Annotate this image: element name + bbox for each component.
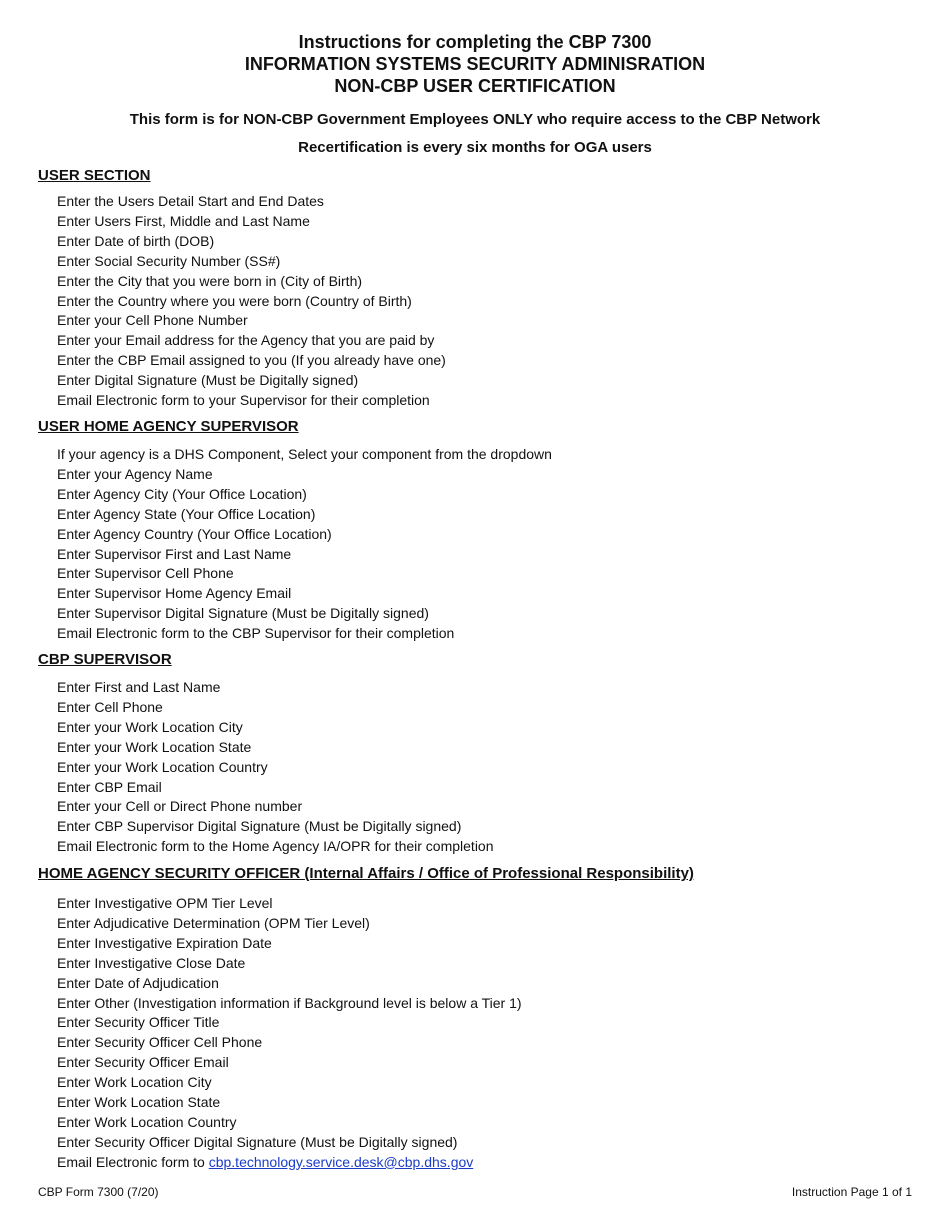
home-supervisor-heading: USER HOME AGENCY SUPERVISOR <box>38 418 299 435</box>
user-item: Enter the Country where you were born (Country of Birth) <box>57 292 412 309</box>
home-supervisor-item: Enter Supervisor First and Last Name <box>57 545 292 562</box>
security-officer-item: Enter Work Location Country <box>57 1113 237 1130</box>
cbp-supervisor-section <box>38 650 494 857</box>
security-officer-list <box>38 894 694 1153</box>
security-officer-item: Enter Investigative Close Date <box>57 954 246 971</box>
service-desk-email-link[interactable]: cbp.technology.service.desk@cbp.dhs.gov <box>208 1153 474 1170</box>
cbp-supervisor-item: Enter your Cell or Direct Phone number <box>57 798 303 815</box>
home-supervisor-item: Enter Supervisor Digital Signature (Must be Digitally signed) <box>57 605 429 622</box>
security-officer-item: Enter Security Officer Digital Signature (Must be Digitally signed) <box>57 1133 458 1150</box>
security-officer-item-final <box>57 1153 694 1173</box>
title-line-2: INFORMATION SYSTEMS SECURITY ADMINISRATION <box>244 54 706 74</box>
user-item: Enter Users First, Middle and Last Name <box>57 212 310 229</box>
user-item: Enter the City that you were born in (City of Birth) <box>57 272 363 289</box>
home-supervisor-item: Enter Agency City (Your Office Location) <box>57 485 307 502</box>
user-section-heading: USER SECTION <box>38 167 151 184</box>
home-supervisor-item: Enter Agency Country (Your Office Location) <box>57 525 332 542</box>
user-item: Enter the CBP Email assigned to you (If you already have one) <box>57 352 446 369</box>
title-line-3: NON-CBP USER CERTIFICATION <box>334 76 616 96</box>
page-label: Instruction Page 1 of 1 <box>791 1185 912 1199</box>
security-officer-section <box>38 864 694 1173</box>
security-officer-final-list <box>38 1153 694 1173</box>
audience-notice: This form is for NON-CBP Government Employees ONLY who require access to the CBP Network <box>129 111 821 128</box>
title-line-1: Instructions for completing the CBP 7300 <box>298 32 652 52</box>
home-supervisor-section <box>38 417 552 644</box>
user-item: Enter your Email address for the Agency that you are paid by <box>57 332 435 349</box>
user-section <box>38 166 446 411</box>
cbp-supervisor-item: Enter First and Last Name <box>57 679 221 695</box>
user-item: Enter Social Security Number (SS#) <box>57 252 281 269</box>
cbp-supervisor-item: Enter Cell Phone <box>57 698 163 715</box>
cbp-supervisor-item: Enter your Work Location Country <box>57 758 268 775</box>
security-officer-item: Enter Security Officer Email <box>57 1054 229 1071</box>
recertification-notice: Recertification is every six months for OGA users <box>298 139 652 156</box>
cbp-supervisor-item: Enter your Work Location State <box>57 738 252 755</box>
cbp-supervisor-item: Email Electronic form to the Home Agency IA/OPR for their completion <box>57 838 494 855</box>
user-item: Enter the Users Detail Start and End Dates <box>57 193 324 209</box>
security-officer-item: Enter Security Officer Title <box>57 1014 220 1031</box>
user-item: Email Electronic form to your Supervisor for their completion <box>57 392 430 409</box>
home-supervisor-item: Enter your Agency Name <box>57 465 213 482</box>
cbp-supervisor-item: Enter CBP Supervisor Digital Signature (Must be Digitally signed) <box>57 818 462 835</box>
security-officer-item: Enter Work Location State <box>57 1094 221 1111</box>
security-officer-item: Enter Adjudicative Determination (OPM Tier Level) <box>57 914 370 931</box>
user-item: Enter Digital Signature (Must be Digitally signed) <box>57 372 359 389</box>
security-officer-item: Enter Date of Adjudication <box>57 974 219 991</box>
security-officer-item: Enter Work Location City <box>57 1074 212 1091</box>
home-supervisor-item: Email Electronic form to the CBP Supervisor for their completion <box>57 625 455 642</box>
cbp-supervisor-heading: CBP SUPERVISOR <box>38 651 172 668</box>
final-item-prefix: Email Electronic form to <box>57 1153 209 1170</box>
security-officer-item: Enter Investigative OPM Tier Level <box>57 895 273 911</box>
home-supervisor-item: Enter Supervisor Home Agency Email <box>57 585 292 602</box>
security-officer-item: Enter Investigative Expiration Date <box>57 934 272 951</box>
security-officer-item: Enter Security Officer Cell Phone <box>57 1034 263 1051</box>
security-officer-item: Enter Other (Investigation information if Background level is below a Tier 1) <box>57 994 522 1011</box>
user-item: Enter your Cell Phone Number <box>57 312 248 329</box>
cbp-supervisor-item: Enter your Work Location City <box>57 718 243 735</box>
form-id: CBP Form 7300 (7/20) <box>38 1185 159 1199</box>
home-supervisor-list <box>38 445 552 644</box>
cbp-supervisor-item: Enter CBP Email <box>57 778 162 795</box>
security-officer-heading: HOME AGENCY SECURITY OFFICER (Internal Affairs / Office of Professional Responsibility) <box>38 865 694 882</box>
user-item: Enter Date of birth (DOB) <box>57 232 215 249</box>
user-section-list <box>38 192 446 411</box>
home-supervisor-item: If your agency is a DHS Component, Select your component from the dropdown <box>57 446 552 462</box>
home-supervisor-item: Enter Agency State (Your Office Location) <box>57 505 316 522</box>
cbp-supervisor-list <box>38 678 494 857</box>
home-supervisor-item: Enter Supervisor Cell Phone <box>57 565 234 582</box>
